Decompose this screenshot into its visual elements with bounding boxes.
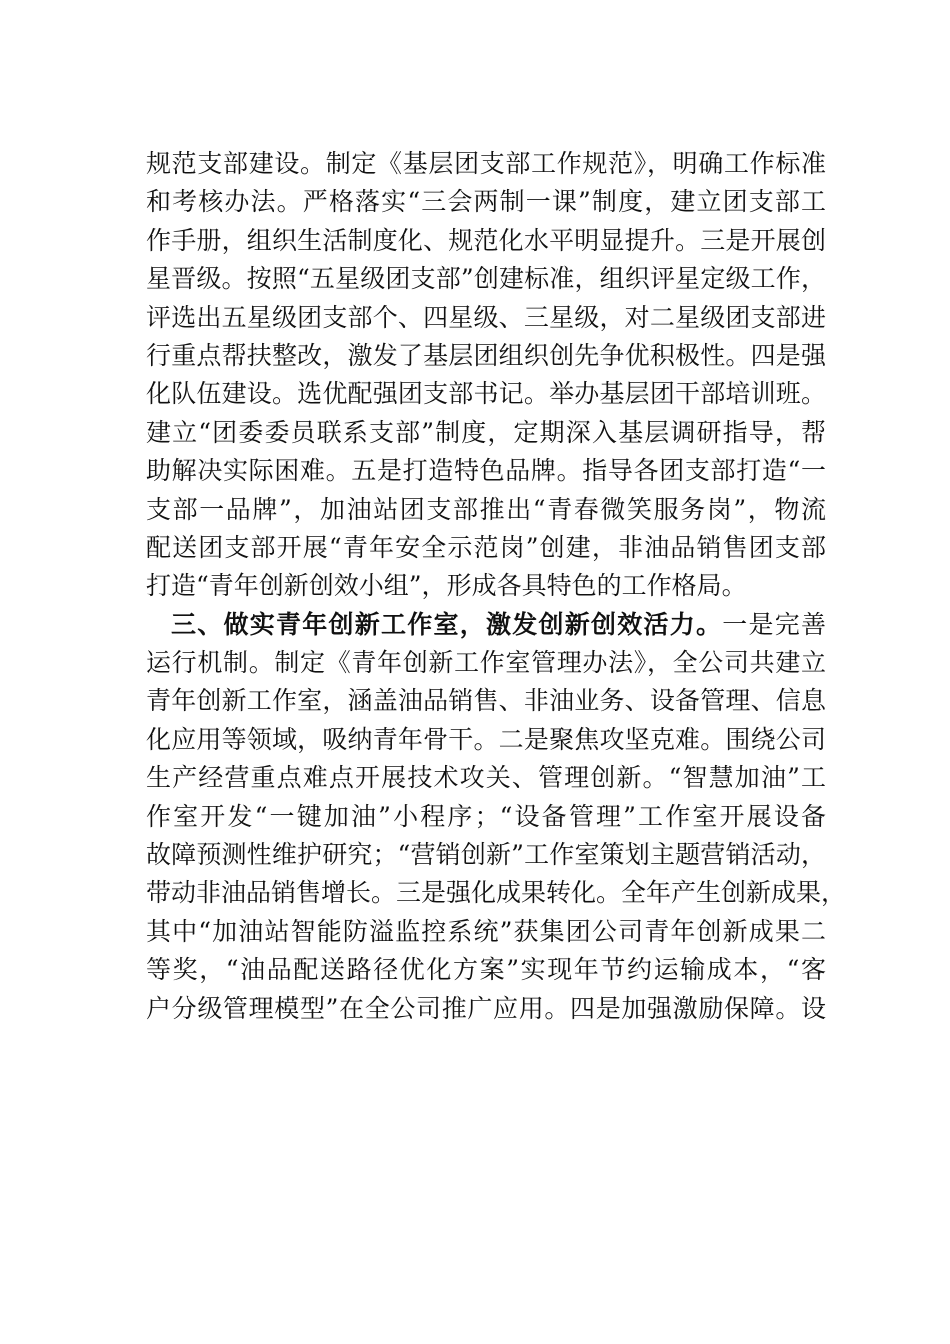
text-line: 生产经营重点难点开展技术攻关、管理创新。“智慧加油”工: [146, 763, 826, 793]
text-line: 作手册，组织生活制度化、规范化水平明显提升。三是开展创: [146, 225, 826, 255]
text-line: 星晋级。按照“五星级团支部”创建标准，组织评星定级工作，: [146, 264, 826, 294]
text-line: 评选出五星级团支部个、四星级、三星级，对二星级团支部进: [146, 302, 826, 332]
text-line: 化队伍建设。选优配强团支部书记。举办基层团干部培训班。: [146, 379, 826, 409]
paragraph-innovation-studio: [146, 606, 847, 1028]
section-heading: 三、做实青年创新工作室，激发创新创效活力。: [171, 609, 723, 639]
text-line: 支部一品牌”，加油站团支部推出“青春微笑服务岗”，物流: [146, 494, 826, 524]
text-line: 其中“加油站智能防溢监控系统”获集团公司青年创新成果二: [146, 916, 826, 946]
text-line: 化应用等领域，吸纳青年骨干。二是聚焦攻坚克难。围绕公司: [146, 724, 826, 754]
document-body: [146, 145, 847, 1028]
text-line: 青年创新工作室，涵盖油品销售、非油业务、设备管理、信息: [146, 686, 826, 716]
paragraph-branch-standardization: [146, 145, 826, 606]
text-line: 行重点帮扶整改，激发了基层团组织创先争优积极性。四是强: [146, 340, 826, 370]
text-line: 规范支部建设。制定《基层团支部工作规范》，明确工作标准: [146, 149, 826, 178]
text-line: 和考核办法。严格落实“三会两制一课”制度，建立团支部工: [146, 187, 826, 217]
text-line: 故障预测性维护研究；“营销创新”工作室策划主题营销活动，: [146, 840, 826, 870]
text-line: 作室开发“一键加油”小程序；“设备管理”工作室开展设备: [146, 801, 826, 831]
text-line: 建立“团委委员联系支部”制度，定期深入基层调研指导，帮: [146, 417, 826, 447]
text-line: 配送团支部开展“青年安全示范岗”创建，非油品销售团支部: [146, 532, 826, 562]
heading-line-continuation: 一是完善: [722, 609, 826, 639]
text-line: 带动非油品销售增长。三是强化成果转化。全年产生创新成果，: [146, 878, 847, 908]
text-line: 打造“青年创新创效小组”，形成各具特色的工作格局。: [146, 571, 747, 601]
text-line: 运行机制。制定《青年创新工作室管理办法》，全公司共建立: [146, 648, 826, 678]
text-line: 户分级管理模型”在全公司推广应用。四是加强激励保障。设: [146, 993, 826, 1023]
text-line: 助解决实际困难。五是打造特色品牌。指导各团支部打造“一: [146, 456, 826, 486]
heading-line: [146, 606, 826, 644]
text-line: 等奖，“油品配送路径优化方案”实现年节约运输成本，“客: [146, 955, 826, 985]
